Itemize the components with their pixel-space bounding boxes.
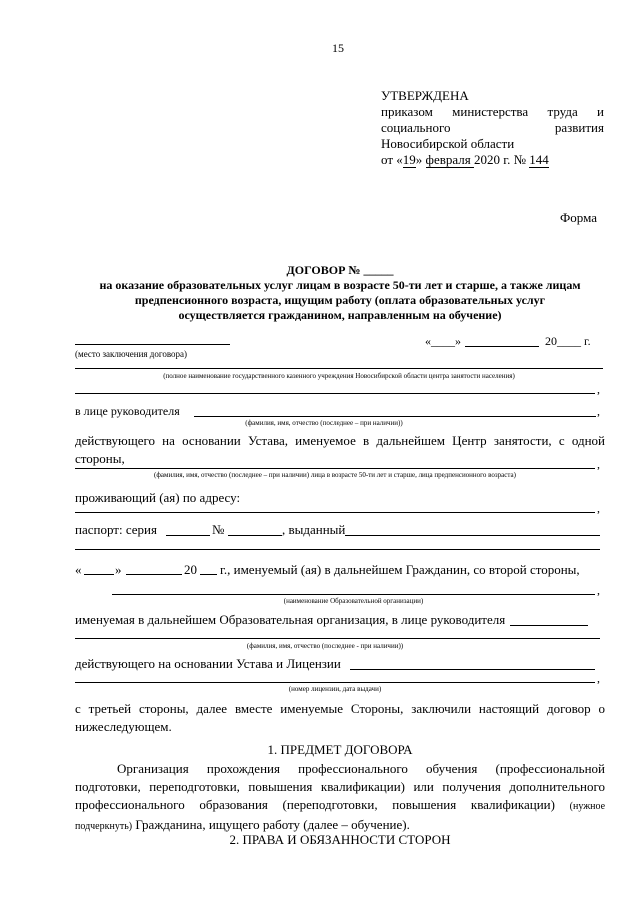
license-line-2 (75, 682, 595, 683)
date-day: «____» (425, 334, 461, 348)
passport-line-2 (75, 549, 600, 550)
passport-issued-label: , выданный (282, 522, 346, 537)
citizen-caption: (фамилия, имя, отчество (последнее – при наличии) лица в возрасте 50-ти лет и старше, лица предпенсионного возраста) (154, 471, 516, 479)
org-label: именуемая в дальнейшем Образовательная организация, в лице руководителя (75, 612, 506, 627)
date-month-line (465, 346, 539, 347)
approval-block (381, 88, 604, 168)
license-caption: (номер лицензии, дата выдачи) (288, 685, 382, 693)
head-label: в лице руководителя (75, 404, 180, 418)
center-comma: , (597, 382, 600, 396)
section1-text-b: Гражданина, ищущего работу (далее – обучение). (135, 817, 410, 832)
form-label: Форма (560, 210, 597, 225)
address-line (75, 512, 595, 513)
approval-date: от «19» февраля 2020 г. № 144 (381, 152, 549, 167)
citizen-comma: , (597, 457, 600, 471)
page-number: 15 (332, 41, 344, 55)
section1-note: (нужное подчеркнуть) (75, 801, 606, 832)
section2-title: 2. ПРАВА И ОБЯЗАННОСТИ СТОРОН (229, 832, 451, 847)
issue-year-line (200, 574, 217, 575)
head-line (194, 416, 596, 417)
license-comma: , (597, 671, 600, 685)
issue-date-open: « (75, 562, 82, 577)
contract-subtitle-1: на оказание образовательных услуг лицам в возрасте 50-ти лет и старше, а также лицам (99, 278, 581, 292)
address-label: проживающий (ая) по адресу: (75, 490, 241, 505)
org-line (112, 594, 595, 595)
passport-series-line (166, 535, 210, 536)
contract-header (70, 263, 610, 323)
center-line-2 (75, 393, 595, 394)
issue-month-line (126, 574, 182, 575)
center-caption: (полное наименование государственного казенного учреждения Новосибирской области центра занятости населения) (163, 372, 515, 380)
issue-date-close: » (115, 562, 122, 577)
approval-line2b: развития (554, 120, 604, 135)
org-comma: , (597, 583, 600, 597)
contract-subtitle-3: осуществляется гражданином, направленным на обучение) (178, 308, 502, 322)
approval-number: 144 (529, 152, 549, 167)
org-head-caption: (фамилия, имя, отчество (последнее - при наличии)) (246, 642, 404, 650)
closing-text: с третьей стороны, далее вместе именуемые Стороны, заключили настоящий договор о нижеследующем. (75, 701, 605, 734)
citizen-line (75, 468, 595, 469)
approval-line2a: социального (381, 120, 451, 135)
contract-subtitle-2: предпенсионного возраста, ищущим работу (оплата образовательных услуг (134, 293, 546, 307)
approval-line1: приказом министерства труда и (381, 104, 604, 119)
address-comma: , (597, 501, 600, 515)
head-caption: (фамилия, имя, отчество (последнее – при наличии)) (245, 419, 403, 427)
passport-issued-line (345, 535, 600, 536)
basis-text: действующего на основании Устава, именуемое в дальнейшем Центр занятости, с одной стороны, (75, 433, 605, 466)
issue-date-century: 20 (184, 562, 197, 577)
org-head-line-2 (75, 638, 600, 639)
passport-series-label: паспорт: серия (75, 522, 157, 537)
section1-text (75, 760, 605, 836)
license-line-1 (350, 669, 595, 670)
head-comma: , (597, 404, 600, 418)
place-caption: (место заключения договора) (75, 349, 188, 359)
approval-line3: Новосибирской области (381, 136, 515, 151)
section1-title: 1. ПРЕДМЕТ ДОГОВОРА (267, 742, 413, 757)
passport-number-line (228, 535, 282, 536)
org-head-line-1 (510, 625, 588, 626)
org-caption: (наименование Образовательной организации) (283, 597, 424, 605)
date-year: 20____ г. (545, 334, 591, 348)
issue-date-text: г., именуемый (ая) в дальнейшем Гражданин, со второй стороны, (220, 562, 580, 577)
issue-day-line (84, 574, 114, 575)
contract-title: ДОГОВОР № _____ (286, 263, 394, 277)
passport-number-sign: № (212, 522, 225, 537)
license-label: действующего на основании Устава и Лицензии (75, 656, 341, 671)
center-line-1 (75, 368, 603, 369)
approval-title: УТВЕРЖДЕНА (381, 88, 469, 103)
place-line (75, 344, 230, 345)
section1-text-a: Организация прохождения профессионального обучения (профессиональной подготовки, переподготовки, повышения квалификации) или получения дополнительного профессионального образования (переподготовки, повышения квалификации) (75, 761, 605, 812)
approval-month: февраля (425, 152, 474, 167)
approval-day: 19 (402, 152, 416, 167)
